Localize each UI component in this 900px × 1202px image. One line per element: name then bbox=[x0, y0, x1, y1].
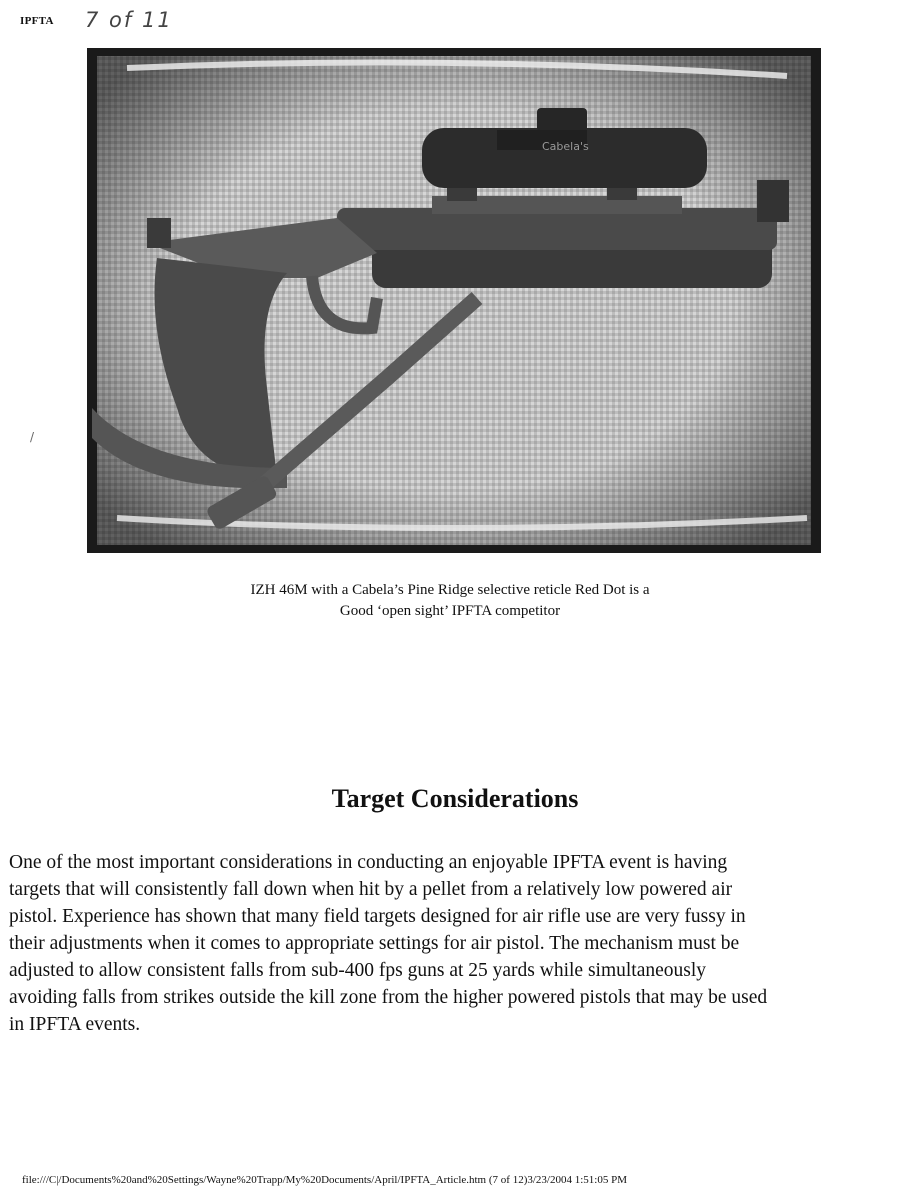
body-line: One of the most important considerations in conducting an enjoyable IPFTA event is having bbox=[9, 852, 728, 873]
margin-mark: / bbox=[30, 430, 35, 444]
caption-line-2: Good ‘open sight’ IPFTA competitor bbox=[339, 603, 561, 619]
body-line: adjusted to allow consistent falls from sub-400 fps guns at 25 yards while simultaneously bbox=[9, 960, 707, 981]
photo-caption bbox=[100, 580, 800, 622]
pistol-photo bbox=[87, 48, 821, 553]
body-line: targets that will consistently fall down when hit by a pellet from a relatively low powered air bbox=[9, 879, 733, 900]
caption-line-1: IZH 46M with a Cabela’s Pine Ridge selective reticle Red Dot is a bbox=[250, 582, 650, 598]
footer-file-path: file:///C|/Documents%20and%20Settings/Wayne%20Trapp/My%20Documents/April/IPFTA_Article.htm (7 of 12)3/23/2004 1:51:05 PM bbox=[22, 1174, 627, 1186]
header-label: IPFTA bbox=[20, 15, 54, 27]
body-line: in IPFTA events. bbox=[9, 1014, 141, 1035]
scope-logo: Cabela's bbox=[542, 140, 589, 153]
body-line: their adjustments when it comes to appropriate settings for air pistol. The mechanism must be bbox=[9, 933, 740, 954]
section-title: Target Considerations bbox=[331, 784, 579, 813]
body-paragraph bbox=[9, 849, 894, 1038]
body-line: pistol. Experience has shown that many field targets designed for air rifle use are very fussy in bbox=[9, 906, 746, 927]
body-line: avoiding falls from strikes outside the kill zone from the higher powered pistols that may be used bbox=[9, 987, 768, 1008]
handwritten-page-number: 7 of 11 bbox=[85, 8, 173, 32]
